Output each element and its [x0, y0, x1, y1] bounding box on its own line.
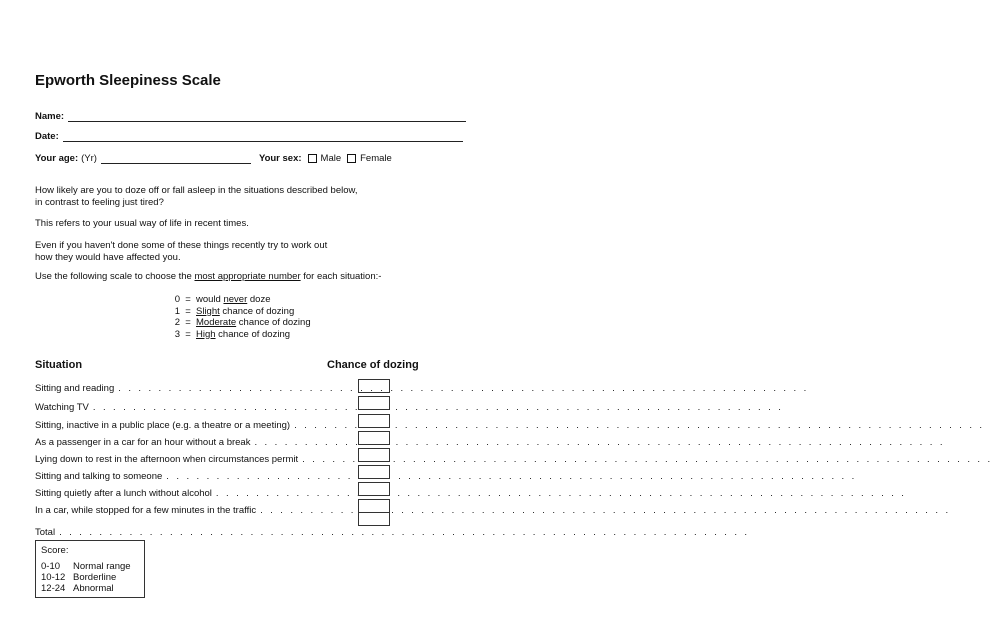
chance-input-box[interactable]	[358, 448, 390, 462]
situation-row	[35, 453, 993, 465]
scale-text-post: chance of dozing	[215, 328, 291, 340]
scale-number: 3	[174, 328, 180, 340]
situation-label: In a car, while stopped for a few minutes in the traffic	[35, 505, 257, 516]
score-row	[41, 583, 144, 594]
date-row	[35, 131, 463, 142]
name-field[interactable]	[68, 111, 466, 122]
situation-label: Watching TV	[35, 402, 89, 413]
chance-input-box[interactable]	[358, 396, 390, 410]
even-line-2: how they would have affected you.	[35, 252, 181, 263]
male-checkbox[interactable]	[308, 154, 317, 163]
scale-text-pre: would	[196, 294, 224, 305]
male-option-label: Male	[320, 153, 342, 164]
situation-header: Situation	[35, 359, 83, 371]
scale-equals: =	[185, 317, 191, 328]
scale-text-emphasis: never	[223, 294, 248, 305]
age-field[interactable]	[101, 153, 251, 164]
scale-equals: =	[185, 294, 191, 305]
instruction-emphasis: most appropriate number	[194, 271, 301, 282]
total-row	[35, 526, 750, 538]
score-row	[41, 561, 144, 572]
scale-instruction	[35, 271, 381, 283]
question-line-1: How likely are you to doze off or fall asleep in the situations described below,	[35, 185, 358, 196]
name-row	[35, 111, 466, 122]
situation-row	[35, 419, 985, 431]
instruction-end: for each situation:-	[300, 271, 382, 282]
date-label: Date:	[35, 131, 59, 142]
scale-text-post: doze	[247, 294, 271, 305]
chance-input-box[interactable]	[358, 465, 390, 479]
scale-row	[170, 329, 311, 341]
leader-dots: . . . . . . . . . . . . . . . . . . . . . . . . . . . . . . . . . . . . . . . . . . . . . . . . . . . . . . . . . . . . . . . . . . . . .	[254, 437, 945, 448]
score-meaning: Normal range	[73, 561, 131, 572]
page-title: Epworth Sleepiness Scale	[35, 72, 221, 89]
instruction-start: Use the following scale to choose the	[35, 271, 195, 282]
scale-number: 2	[174, 317, 180, 328]
sex-label: Your sex:	[258, 153, 302, 164]
chance-input-box[interactable]	[358, 379, 390, 393]
scale-equals: =	[185, 328, 191, 340]
score-meaning: Abnormal	[73, 583, 114, 594]
situation-row	[35, 401, 784, 413]
score-legend	[35, 540, 145, 598]
situation-row	[35, 436, 945, 448]
situation-label: Sitting, inactive in a public place (e.g. a theatre or a meeting)	[35, 420, 291, 431]
age-sex-row	[35, 153, 392, 164]
scale-text-emphasis: High	[196, 328, 216, 340]
score-label: Score:	[41, 545, 69, 556]
scale-text-emphasis: Slight	[196, 305, 220, 317]
leader-dots: . . . . . . . . . . . . . . . . . . . . . . . . . . . . . . . . . . . . . . . . . . . . . . . . . . . . . . . . . . . . . . . . . . . . .	[302, 454, 993, 465]
leader-dots: . . . . . . . . . . . . . . . . . . . . . . . . . . . . . . . . . . . . . . . . . . . . . . . . . . . . . . . . . . . . . . . . . . . . .	[166, 471, 857, 482]
chance-input-box[interactable]	[358, 499, 390, 513]
chance-header: Chance of dozing	[327, 359, 419, 371]
score-meaning: Borderline	[73, 572, 117, 583]
score-range: 12-24	[41, 583, 66, 594]
situation-label: Sitting and talking to someone	[35, 471, 163, 482]
scale-text-emphasis: Moderate	[196, 317, 237, 328]
leader-dots: . . . . . . . . . . . . . . . . . . . . . . . . . . . . . . . . . . . . . . . . . . . . . . . . . . . . . . . . . . . . . . . . . . . . .	[118, 383, 809, 394]
situation-label: Sitting quietly after a lunch without alcohol	[35, 488, 212, 499]
chance-input-box[interactable]	[358, 482, 390, 496]
total-label: Total	[35, 527, 56, 538]
leader-dots: . . . . . . . . . . . . . . . . . . . . . . . . . . . . . . . . . . . . . . . . . . . . . . . . . . . . . . . . . . . . . . . . . . . . .	[294, 420, 985, 431]
situation-row	[35, 487, 907, 499]
scale-row	[170, 294, 311, 306]
scale-row	[170, 317, 311, 329]
total-input-box[interactable]	[358, 512, 390, 526]
score-range: 10-12	[41, 572, 66, 583]
chance-input-box[interactable]	[358, 431, 390, 445]
leader-dots: . . . . . . . . . . . . . . . . . . . . . . . . . . . . . . . . . . . . . . . . . . . . . . . . . . . . . . . . . . . . . . . . . . . . .	[260, 505, 951, 516]
question-paragraph	[35, 185, 357, 209]
date-field[interactable]	[63, 131, 463, 142]
score-row	[41, 572, 144, 583]
question-line-2: in contrast to feeling just tired?	[35, 197, 164, 208]
refers-paragraph: This refers to your usual way of life in recent times.	[35, 218, 249, 229]
female-checkbox[interactable]	[347, 154, 356, 163]
chance-input-box[interactable]	[358, 414, 390, 428]
situation-label: Lying down to rest in the afternoon when circumstances permit	[35, 454, 299, 465]
scale-equals: =	[185, 305, 191, 317]
leader-dots: . . . . . . . . . . . . . . . . . . . . . . . . . . . . . . . . . . . . . . . . . . . . . . . . . . . . . . . . . . . . . . . . . . . . .	[215, 488, 907, 499]
scale-row	[170, 306, 311, 318]
score-range: 0-10	[41, 561, 61, 572]
situation-label: Sitting and reading	[35, 383, 115, 394]
leader-dots: . . . . . . . . . . . . . . . . . . . . . . . . . . . . . . . . . . . . . . . . . . . . . . . . . . . . . . . . . . . . . . . . . . . . .	[92, 402, 784, 413]
scale-text-post: chance of dozing	[219, 305, 295, 317]
situation-row	[35, 470, 857, 482]
age-unit: (Yr)	[81, 153, 97, 164]
situation-label: As a passenger in a car for an hour without a break	[35, 437, 251, 448]
leader-dots: . . . . . . . . . . . . . . . . . . . . . . . . . . . . . . . . . . . . . . . . . . . . . . . . . . . . . . . . . . . . . . . . . . . . .	[59, 527, 750, 538]
even-paragraph	[35, 240, 327, 264]
situation-row	[35, 504, 951, 516]
scale-number: 1	[174, 305, 180, 317]
name-label: Name:	[35, 111, 65, 122]
female-option-label: Female	[360, 153, 392, 164]
situation-row	[35, 382, 809, 394]
scoring-scale	[170, 294, 311, 340]
even-line-1: Even if you haven't done some of these things recently try to work out	[35, 240, 328, 251]
age-label: Your age:	[35, 153, 79, 164]
scale-text-post: chance of dozing	[236, 317, 311, 328]
scale-number: 0	[174, 294, 180, 305]
